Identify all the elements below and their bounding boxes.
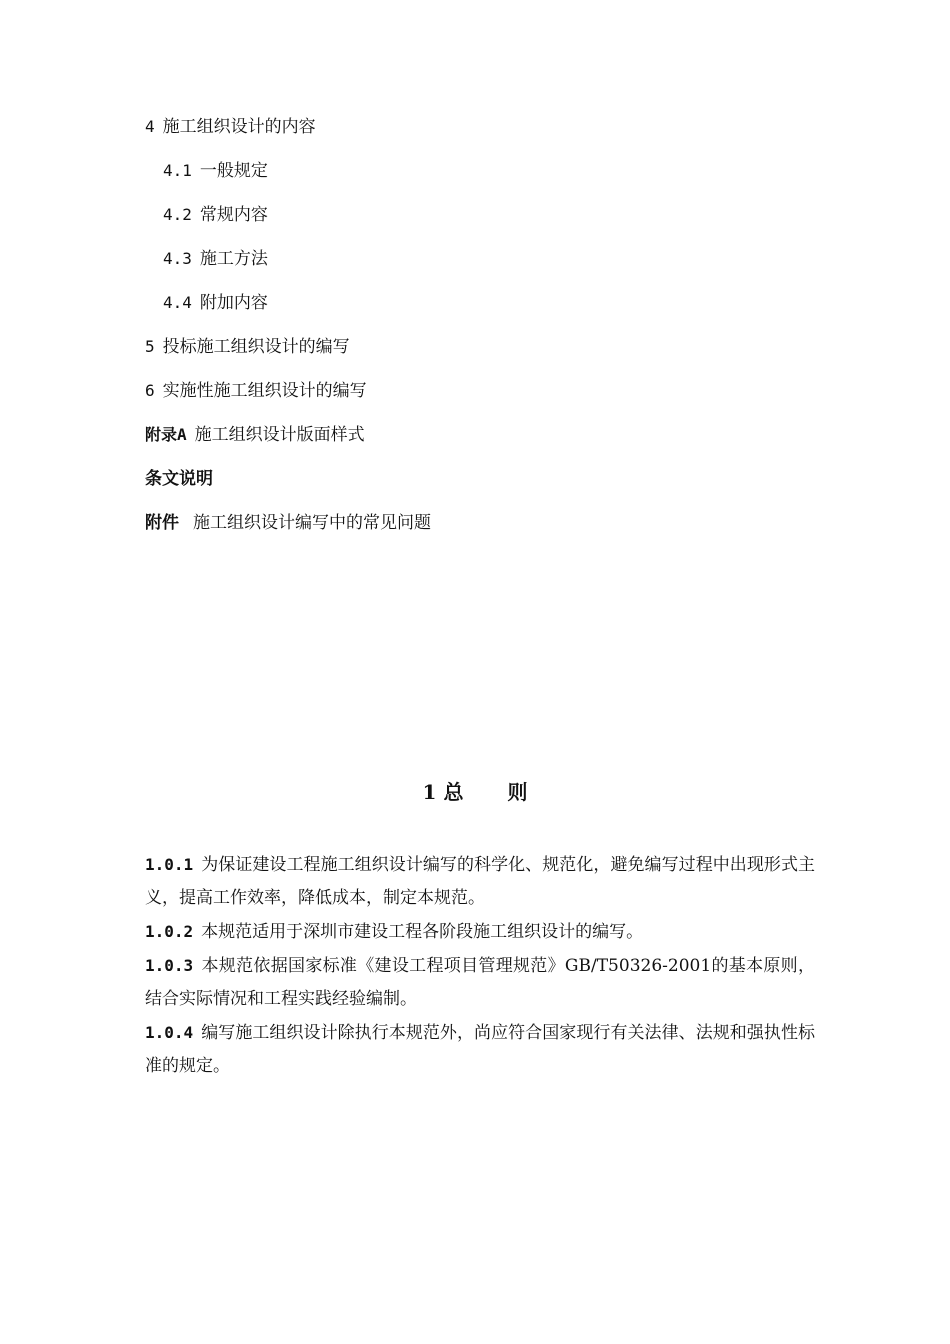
- toc-entry-text: 附加内容: [199, 293, 268, 313]
- toc-entry-text: 常规内容: [199, 205, 268, 225]
- toc-entry-attachment[interactable]: [145, 508, 825, 552]
- clause-list: [145, 848, 815, 1083]
- clause-number: 1.0.4: [145, 1023, 194, 1042]
- toc-entry-text: 施工方法: [199, 249, 268, 269]
- chapter-title-part2: 则: [507, 780, 528, 804]
- toc-entry-4-3[interactable]: [145, 244, 825, 288]
- clause-number: 1.0.1: [145, 855, 194, 874]
- toc-entry-text: 一般规定: [199, 161, 268, 181]
- toc-entry-4-4[interactable]: [145, 288, 825, 332]
- toc-entry-explanation[interactable]: [145, 464, 825, 508]
- clause-number: 1.0.2: [145, 922, 194, 941]
- toc-entry-text: 施工组织设计的内容: [162, 117, 316, 137]
- toc-entry-4[interactable]: [145, 112, 825, 156]
- clause-number: 1.0.3: [145, 956, 194, 975]
- chapter-number: 1: [422, 780, 437, 804]
- toc-entry-text: 实施性施工组织设计的编写: [162, 381, 367, 401]
- clause-text: 本规范适用于深圳市建设工程各阶段施工组织设计的编写。: [201, 922, 644, 942]
- toc-entry-number: 6: [145, 381, 155, 400]
- toc-entry-5[interactable]: [145, 332, 825, 376]
- toc-entry-4-1[interactable]: [145, 156, 825, 200]
- toc-entry-number: 附件: [145, 513, 179, 533]
- toc-entry-text: 施工组织设计编写中的常见问题: [193, 513, 431, 533]
- clause-1-0-4: [145, 1016, 815, 1083]
- table-of-contents: [145, 112, 825, 552]
- clause-text: 编写施工组织设计除执行本规范外，尚应符合国家现行有关法律、法规和强执性标准的规定。: [145, 1023, 815, 1076]
- toc-entry-text: 投标施工组织设计的编写: [162, 337, 350, 357]
- clause-1-0-2: [145, 915, 815, 949]
- clause-1-0-3: [145, 949, 815, 1016]
- clause-1-0-1: [145, 848, 815, 915]
- toc-entry-number: 4.1: [163, 161, 192, 180]
- toc-entry-text: 条文说明: [145, 469, 213, 489]
- toc-entry-number: 4.4: [163, 293, 192, 312]
- toc-entry-number: 附录A: [145, 425, 187, 444]
- toc-entry-appendix-a[interactable]: [145, 420, 825, 464]
- chapter-title: [0, 777, 950, 807]
- toc-entry-number: 5: [145, 337, 155, 356]
- toc-entry-number: 4.2: [163, 205, 192, 224]
- toc-entry-text: 施工组织设计版面样式: [194, 425, 365, 445]
- toc-entry-4-2[interactable]: [145, 200, 825, 244]
- clause-text: 为保证建设工程施工组织设计编写的科学化、规范化，避免编写过程中出现形式主义，提高工作效率，降低成本，制定本规范。: [145, 855, 815, 908]
- toc-entry-number: 4: [145, 117, 155, 136]
- toc-entry-number: 4.3: [163, 249, 192, 268]
- chapter-title-part1: 总: [443, 780, 464, 804]
- toc-entry-6[interactable]: [145, 376, 825, 420]
- clause-text: 本规范依据国家标准《建设工程项目管理规范》GB/T50326-2001的基本原则，结合实际情况和工程实践经验编制。: [145, 956, 815, 1009]
